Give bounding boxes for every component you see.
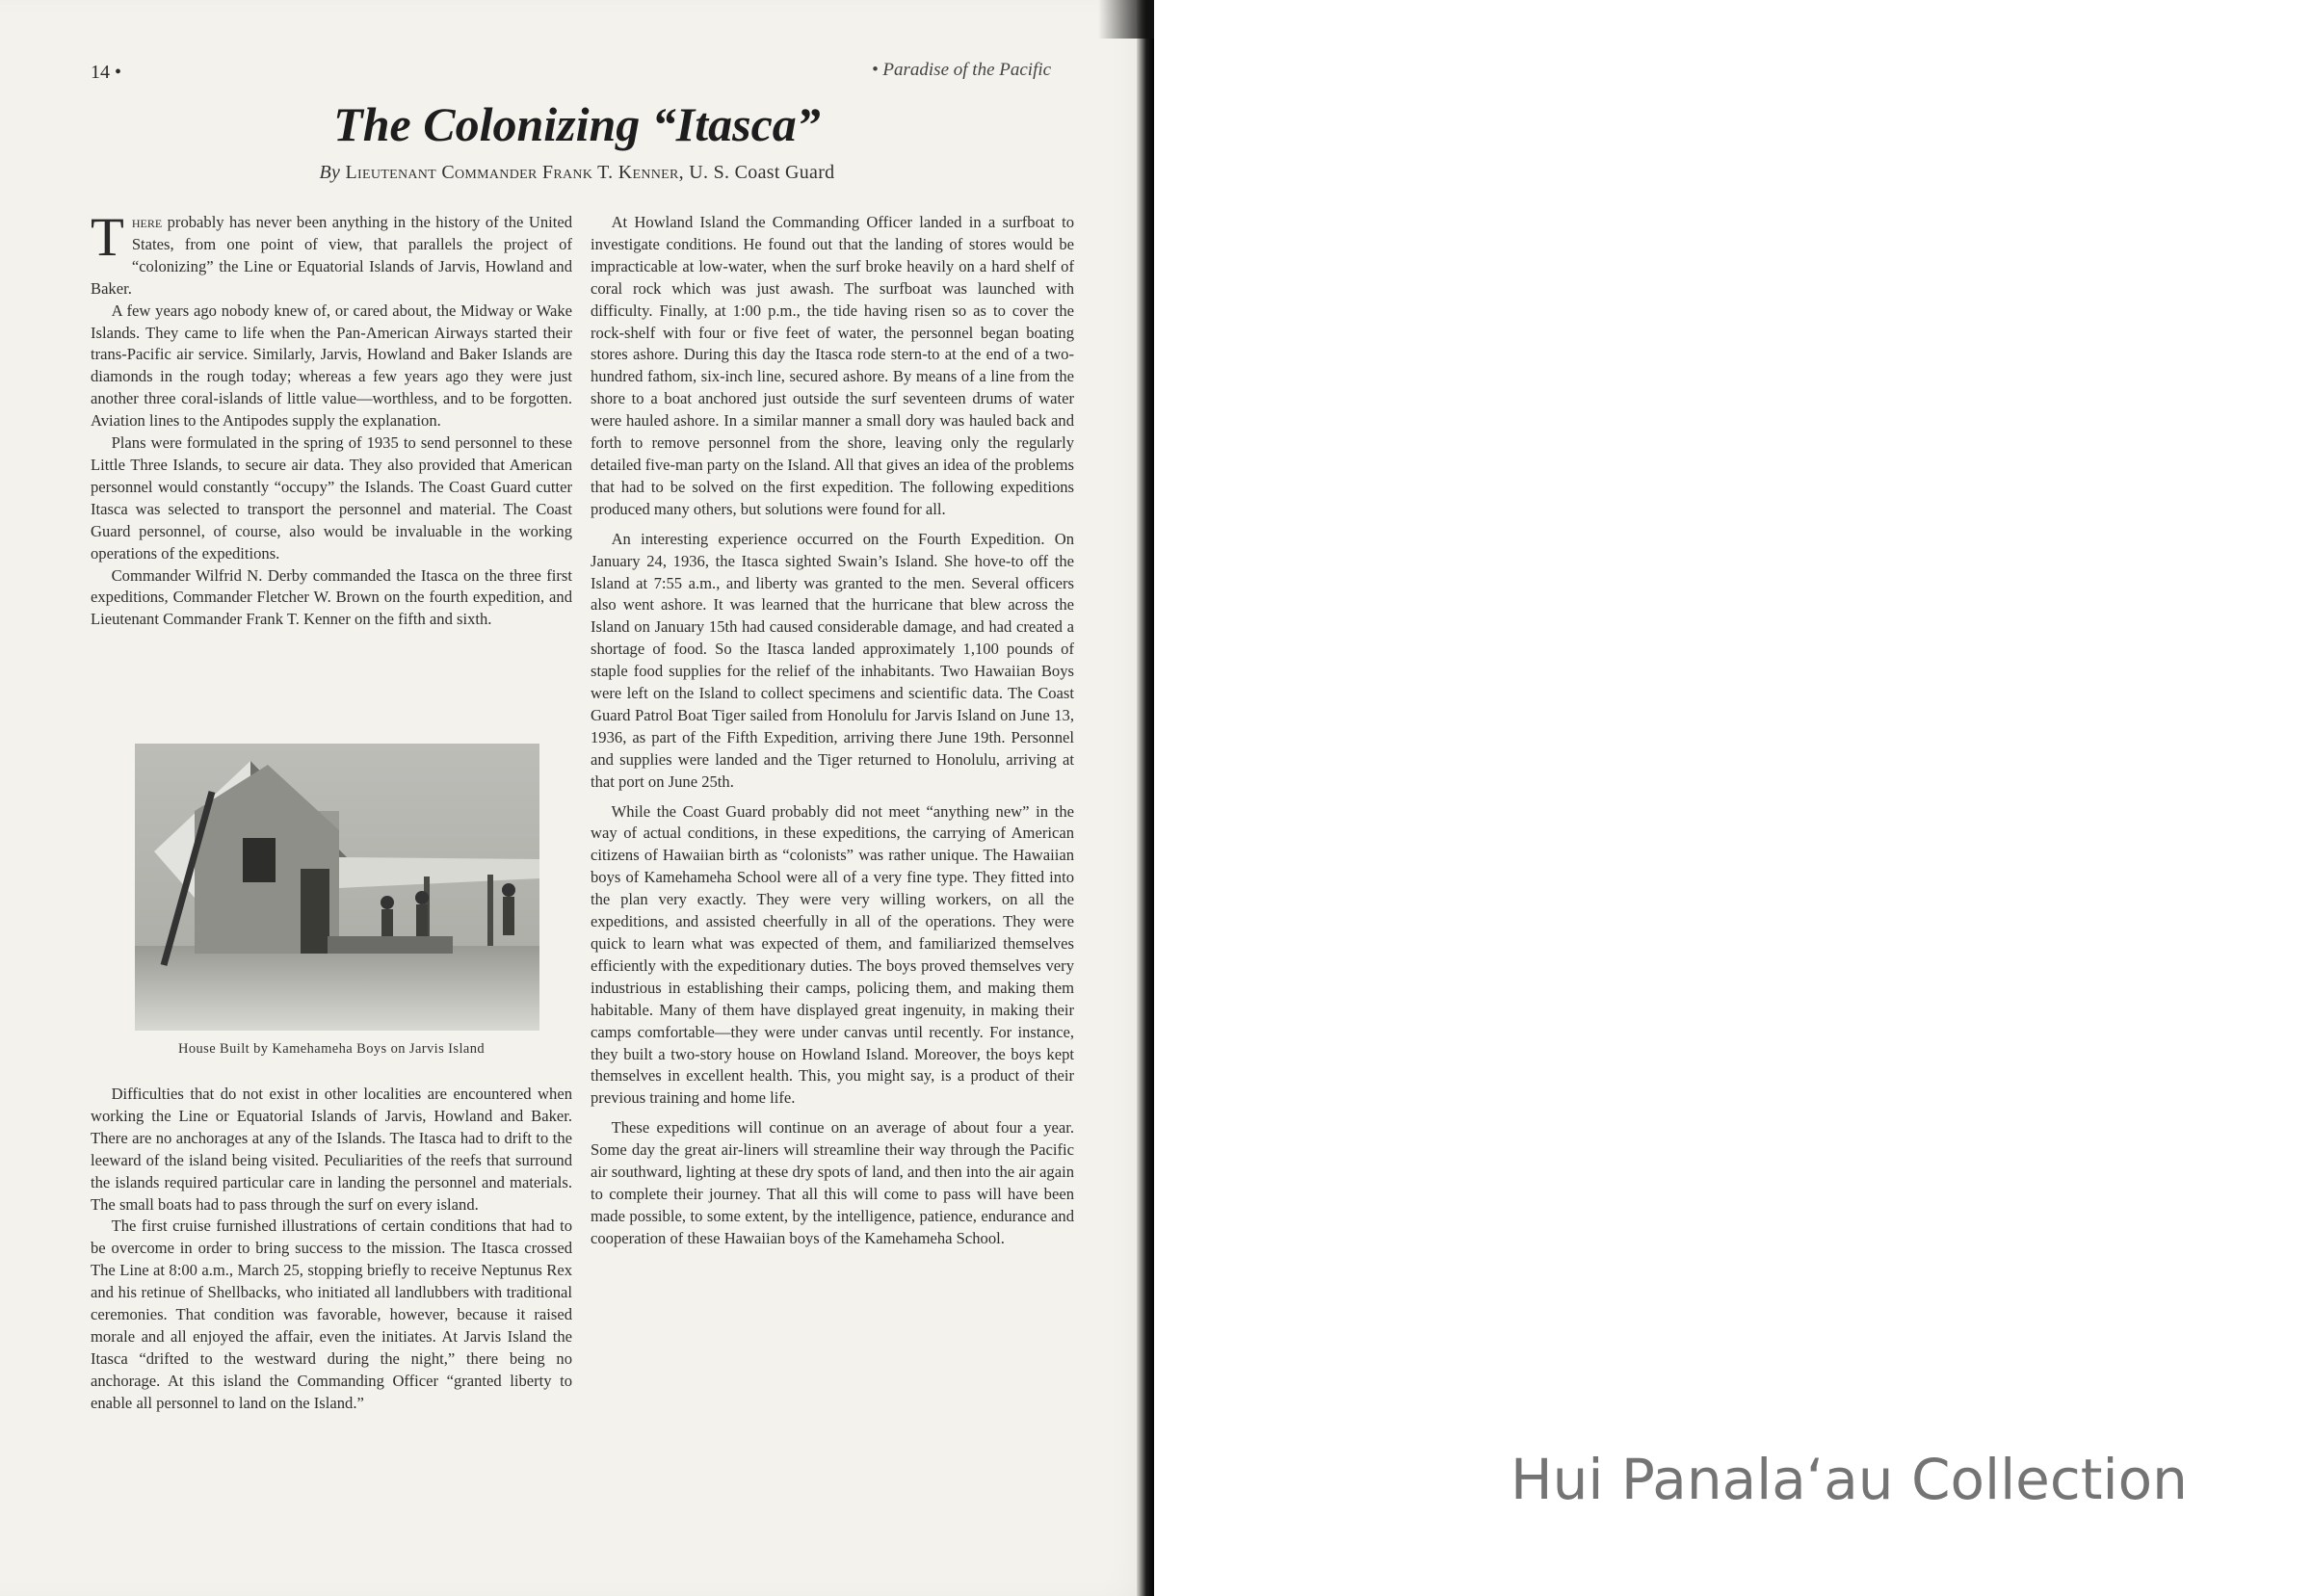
body-paragraph: A few years ago nobody knew of, or cared about, the Midway or Wake Islands. They came to life when the Pan-American Airways started their trans-Pacific air service. Similarly, Jarvis, Howland and Baker Islands are diamonds in the rough today; whereas a few years ago they were just another three coral-islands of little value—worthless, and to be forgotten. Aviation lines to the Antipodes supply the explanation. bbox=[91, 301, 572, 431]
page-gutter-shadow bbox=[1137, 0, 1154, 1596]
body-paragraph: Plans were formulated in the spring of 1935 to send personnel to these Little Three Islands, to secure air data. They also provided that American personnel would constantly “occupy” the Islands. The Coast Guard cutter Itasca was selected to transport the personnel and material. The Coast Guard personnel, of course, also would be invaluable in the working operations of the expeditions. bbox=[91, 433, 572, 563]
page-number: 14 • bbox=[91, 62, 122, 83]
left-column-top bbox=[91, 207, 572, 631]
body-paragraph: Difficulties that do not exist in other localities are encountered when working the Line or Equatorial Islands of Jarvis, Howland and Baker. There are no anchorages at any of the Islands. The Itasca had to drift to the leeward of the island being visited. Peculiarities of the reefs that surround the islands required particular care in landing the personnel and materials. The small boats had to pass through the surf on every island. bbox=[91, 1085, 572, 1214]
house-photo-drawing bbox=[135, 744, 539, 1031]
byline-by: By bbox=[319, 162, 341, 183]
drop-cap: T bbox=[91, 207, 124, 268]
article-title: The Colonizing “Itasca” bbox=[333, 97, 821, 151]
house-photo bbox=[135, 744, 539, 1031]
byline-unit: U. S. Coast Guard bbox=[689, 162, 835, 183]
running-head: • Paradise of the Pacific bbox=[872, 60, 1052, 80]
collection-credit: Hui Panalaʻau Collection bbox=[1511, 1447, 2188, 1512]
opening-text: probably has never been anything in the history of the United States, from one point of view, that parallels the project of “colonizing” the Line or Equatorial Islands of Jarvis, Howland and Baker. bbox=[91, 213, 572, 298]
body-paragraph: While the Coast Guard probably did not meet “anything new” in the way of actual conditions, in these expeditions, the carrying of American citizens of Hawaiian birth as “colonists” was rather unique. The Hawaiian boys of Kamehameha School were all of a very fine type. They fitted into the plan very exactly. They were very willing workers, on all the expeditions, and assisted cheerfully in all of the operations. They were quick to learn what was expected of them, and familiarized themselves efficiently with the expeditionary duties. The boys proved themselves very industrious in establishing their camps, policing them, and making them habitable. Many of them have displayed great ingenuity, in making their camps comfortable—they were under canvas until recently. For instance, they built a two-story house on Howland Island. Moreover, the boys kept themselves in excellent health. This, you might say, is a product of their previous training and home life. bbox=[591, 801, 1074, 1108]
left-column-bottom bbox=[91, 1084, 572, 1415]
opening-smallcaps: here bbox=[131, 213, 163, 231]
byline bbox=[0, 162, 1154, 184]
body-paragraph: Commander Wilfrid N. Derby commanded the Itasca on the three first expeditions, Commander Fletcher W. Brown on the fourth expedition, and Lieutenant Commander Frank T. Kenner on the fifth and sixth. bbox=[91, 565, 572, 629]
right-column bbox=[591, 212, 1074, 1250]
body-paragraph: At Howland Island the Commanding Officer landed in a surfboat to investigate conditions. He found out that the landing of stores would be impracticable at low-water, when the surf broke heavily on a hard shelf of coral rock which was just awash. The surfboat was launched with difficulty. Finally, at 1:00 p.m., the tide having risen so as to cover the rock-shelf with four or five feet of water, the personnel began boating stores ashore. During this day the Itasca rode stern-to at the end of a two-hundred fathom, six-inch line, secured ashore. By means of a line from the shore to a boat anchored just outside the surf seventeen drums of water were hauled ashore. In a similar manner a small dory was hauled back and forth to remove personnel from the shore, leaving only the regularly detailed five-man party on the Island. All that gives an idea of the problems that had to be solved on the first expedition. The following expeditions produced many others, but solutions were found for all. bbox=[591, 213, 1074, 518]
opening-paragraph bbox=[91, 207, 572, 301]
body-paragraph: These expeditions will continue on an average of about four a year. Some day the great air-liners will streamline their way through the Pacific air southward, lighting at these dry spots of land, and then into the air again to complete their journey. That all this will come to pass will have been made possible, to some extent, by the intelligence, patience, endurance and cooperation of these Hawaiian boys of the Kamehameha School. bbox=[591, 1118, 1074, 1247]
byline-author: Lieutenant Commander Frank T. Kenner, bbox=[345, 162, 684, 183]
body-paragraph: An interesting experience occurred on the Fourth Expedition. On January 24, 1936, the Itasca sighted Swain’s Island. She hove-to off the Island at 7:55 a.m., and liberty was granted to the men. Several officers also went ashore. It was learned that the hurricane that blew across the Island on January 15th had caused considerable damage, and had created a shortage of food. So the Itasca landed approximately 1,100 pounds of staple food supplies for the relief of the inhabitants. Two Hawaiian Boys were left on the Island to collect specimens and scientific data. The Coast Guard Patrol Boat Tiger sailed from Honolulu for Jarvis Island on June 13, 1936, as part of the Fifth Expedition, arriving there June 19th. Personnel and supplies were landed and the Tiger returned to Honolulu, arriving at that port on June 25th. bbox=[591, 529, 1074, 791]
photo-caption: House Built by Kamehameha Boys on Jarvis Island bbox=[177, 1041, 486, 1057]
page-corner-shadow bbox=[1098, 0, 1154, 39]
body-paragraph: The first cruise furnished illustrations of certain conditions that had to be overcome in order to bring success to the mission. The Itasca crossed The Line at 8:00 a.m., March 25, stopping briefly to receive Neptunus Rex and his retinue of Shellbacks, who initiated all landlubbers with traditional ceremonies. That condition was favorable, however, because it raised morale and all enjoyed the affair, even the initiates. At Jarvis Island the Itasca “drifted to the westward during the night,” there being no anchorage. At this island the Commanding Officer “granted liberty to enable all personnel to land on the Island.” bbox=[91, 1217, 572, 1412]
